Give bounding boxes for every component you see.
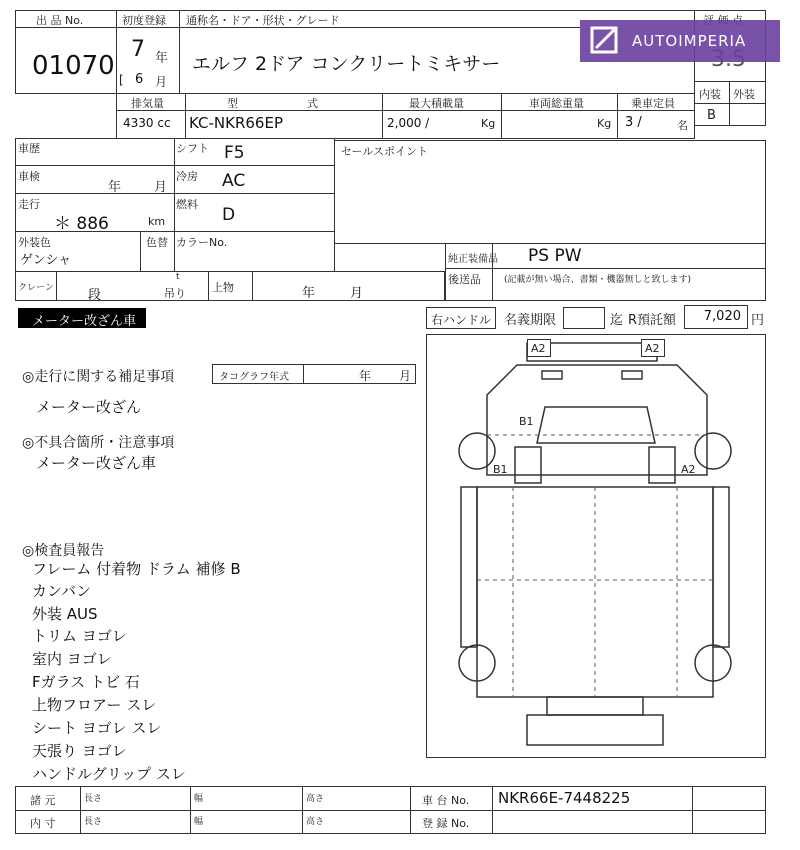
month-unit: 月 <box>155 75 168 89</box>
inspector-line: 外装 AUS <box>32 605 98 623</box>
damage-mark-label: A2 <box>645 342 660 355</box>
inspection-label: 車検 <box>18 170 40 183</box>
ac-label: 冷房 <box>176 170 198 183</box>
inspector-line: ハンドルグリップ スレ <box>32 765 186 783</box>
name-label: 通称名・ドア・形状・グレード <box>186 14 340 27</box>
recycle-amount: 7,020 <box>703 309 741 324</box>
model-label-2: 式 <box>307 97 318 110</box>
footer-table <box>15 786 766 834</box>
damage-mark-label: A2 <box>531 342 546 355</box>
gross-weight-label: 車両総重量 <box>529 97 584 110</box>
first-reg-month: 6 <box>135 72 144 87</box>
max-load-label: 最大積載量 <box>409 97 464 110</box>
width-label: 幅 <box>194 794 204 804</box>
inspector-line: Fガラス トビ 石 <box>32 673 140 691</box>
mileage-label: 走行 <box>18 198 40 211</box>
logo-text: AUTOIMPERIA <box>632 32 747 50</box>
mileage-value: ＊ 886 <box>54 214 109 234</box>
gross-weight-unit: Kg <box>597 117 612 130</box>
body-month-unit: 月 <box>350 286 364 301</box>
length-label: 長さ <box>84 794 103 804</box>
autoimperia-logo <box>580 20 780 62</box>
first-reg-label: 初度登録 <box>122 14 166 27</box>
body-year-unit: 年 <box>302 286 316 301</box>
shift-value: F5 <box>224 143 245 163</box>
interior-grade: B <box>707 108 716 123</box>
max-load: 2,000 / <box>387 116 430 130</box>
truck-outline-diagram <box>427 335 765 757</box>
first-reg-year: 7 <box>131 37 145 62</box>
inspector-line: 天張り ヨゴレ <box>32 742 127 760</box>
history-label: 車歴 <box>18 142 40 155</box>
defect-title: ◎不具合箇所・注意事項 <box>22 435 175 451</box>
damage-mark-left: B1 <box>493 463 508 476</box>
fuel-value: D <box>222 205 236 225</box>
dims-label: 諸 元 <box>30 794 56 807</box>
damage-mark-cab: B1 <box>519 415 534 428</box>
specs-row <box>116 93 695 139</box>
inspection-year-unit: 年 <box>108 180 122 195</box>
height-label: 高さ <box>306 817 325 827</box>
displacement-label: 排気量 <box>131 97 164 110</box>
defect-text: メーター改ざん車 <box>36 454 157 472</box>
inspection-month-unit: 月 <box>154 180 168 195</box>
recycle-unit: 円 <box>751 313 765 328</box>
meter-tag-text: メーター改ざん車 <box>32 314 137 329</box>
color-value: ゲンシャ <box>20 253 72 268</box>
chassis-label: 車 台 No. <box>422 794 470 807</box>
reg-label: 登 録 No. <box>422 817 470 830</box>
vehicle-name: エルフ 2ドア コンクリートミキサー <box>192 53 501 75</box>
shipping-label: 後送品 <box>448 273 481 286</box>
height-label: 高さ <box>306 794 325 804</box>
year-unit: 年 <box>155 51 169 66</box>
tacho-year-unit: 年 <box>359 369 372 383</box>
width-label: 幅 <box>194 817 204 827</box>
until-label: 迄 <box>610 313 624 328</box>
inspector-line: フレーム 付着物 ドラム 補修 B <box>32 560 241 578</box>
inspector-line: トリム ヨゴレ <box>32 627 127 645</box>
chassis-no: NKR66E-7448225 <box>498 789 631 807</box>
handle-box <box>426 307 496 329</box>
fuel-label: 燃料 <box>176 198 198 211</box>
exterior-label: 外装 <box>733 88 755 101</box>
mileage-unit: km <box>148 215 166 228</box>
crane-label: クレーン <box>18 283 54 293</box>
capacity-label: 乗車定員 <box>631 97 675 110</box>
equipment-box <box>445 243 766 301</box>
crane-lift-top: t <box>176 272 180 282</box>
lot-box <box>15 10 117 94</box>
length-label: 長さ <box>84 817 103 827</box>
sales-point-label: セールスポイント <box>341 145 429 158</box>
bracket-open: [ <box>119 73 124 87</box>
details-block <box>15 138 335 272</box>
recycle-field <box>684 305 748 329</box>
ac-value: AC <box>222 171 246 191</box>
damage-mark-front-right <box>641 339 665 357</box>
equipment-value: PS PW <box>528 246 582 266</box>
interior-label: 内装 <box>699 88 721 101</box>
tacho-box <box>212 364 416 384</box>
handle-value: 右ハンドル <box>431 313 492 327</box>
inspector-line: カンバン <box>32 582 91 600</box>
tacho-label: タコグラフ年式 <box>219 372 289 383</box>
lot-number: 01070 <box>32 51 115 81</box>
model-label: 型 <box>227 97 238 110</box>
color-no-label: カラーNo. <box>176 236 228 249</box>
inspector-line: 上物フロアー スレ <box>32 696 157 714</box>
vehicle-diagram <box>426 334 766 758</box>
damage-mark-right: A2 <box>681 463 696 476</box>
equipment-label: 純正装備品 <box>448 254 498 265</box>
tacho-month-unit: 月 <box>399 369 412 383</box>
inspector-line: シート ヨゴレ スレ <box>32 719 162 737</box>
crane-row <box>15 271 445 301</box>
recycle-label: R預託額 <box>628 313 677 328</box>
name-expiry-label: 名義期限 <box>504 313 557 328</box>
crane-stage: 段 <box>88 288 102 303</box>
max-load-unit: Kg <box>481 117 496 130</box>
crane-lift: 吊り <box>164 287 186 300</box>
shift-label: シフト <box>176 142 209 155</box>
sales-point-box <box>334 140 766 244</box>
capacity: 3 / <box>625 115 642 130</box>
damage-mark-front-left <box>527 339 551 357</box>
shipping-note: (記載が無い場合、書類・機器無しと致します) <box>504 275 692 285</box>
capacity-unit: 名 <box>677 119 688 132</box>
inner-label: 内 寸 <box>30 817 56 830</box>
body-label: 上物 <box>212 281 234 294</box>
inspector-title: ◎検査員報告 <box>22 543 105 559</box>
color-label: 外装色 <box>18 236 51 249</box>
lot-label: 出 品 No. <box>36 14 84 27</box>
displacement: 4330 cc <box>123 116 171 130</box>
inspector-line: 室内 ヨゴレ <box>32 650 112 668</box>
name-expiry-field <box>563 307 605 329</box>
color-change-label: 色替 <box>146 236 168 249</box>
meter-tampered-tag <box>18 308 146 328</box>
logo-mark-icon <box>586 20 626 62</box>
first-registration-box <box>116 10 180 94</box>
driving-title: ◎走行に関する補足事項 <box>22 369 175 385</box>
model-code: KC-NKR66EP <box>189 114 283 132</box>
driving-text: メーター改ざん <box>36 398 142 416</box>
